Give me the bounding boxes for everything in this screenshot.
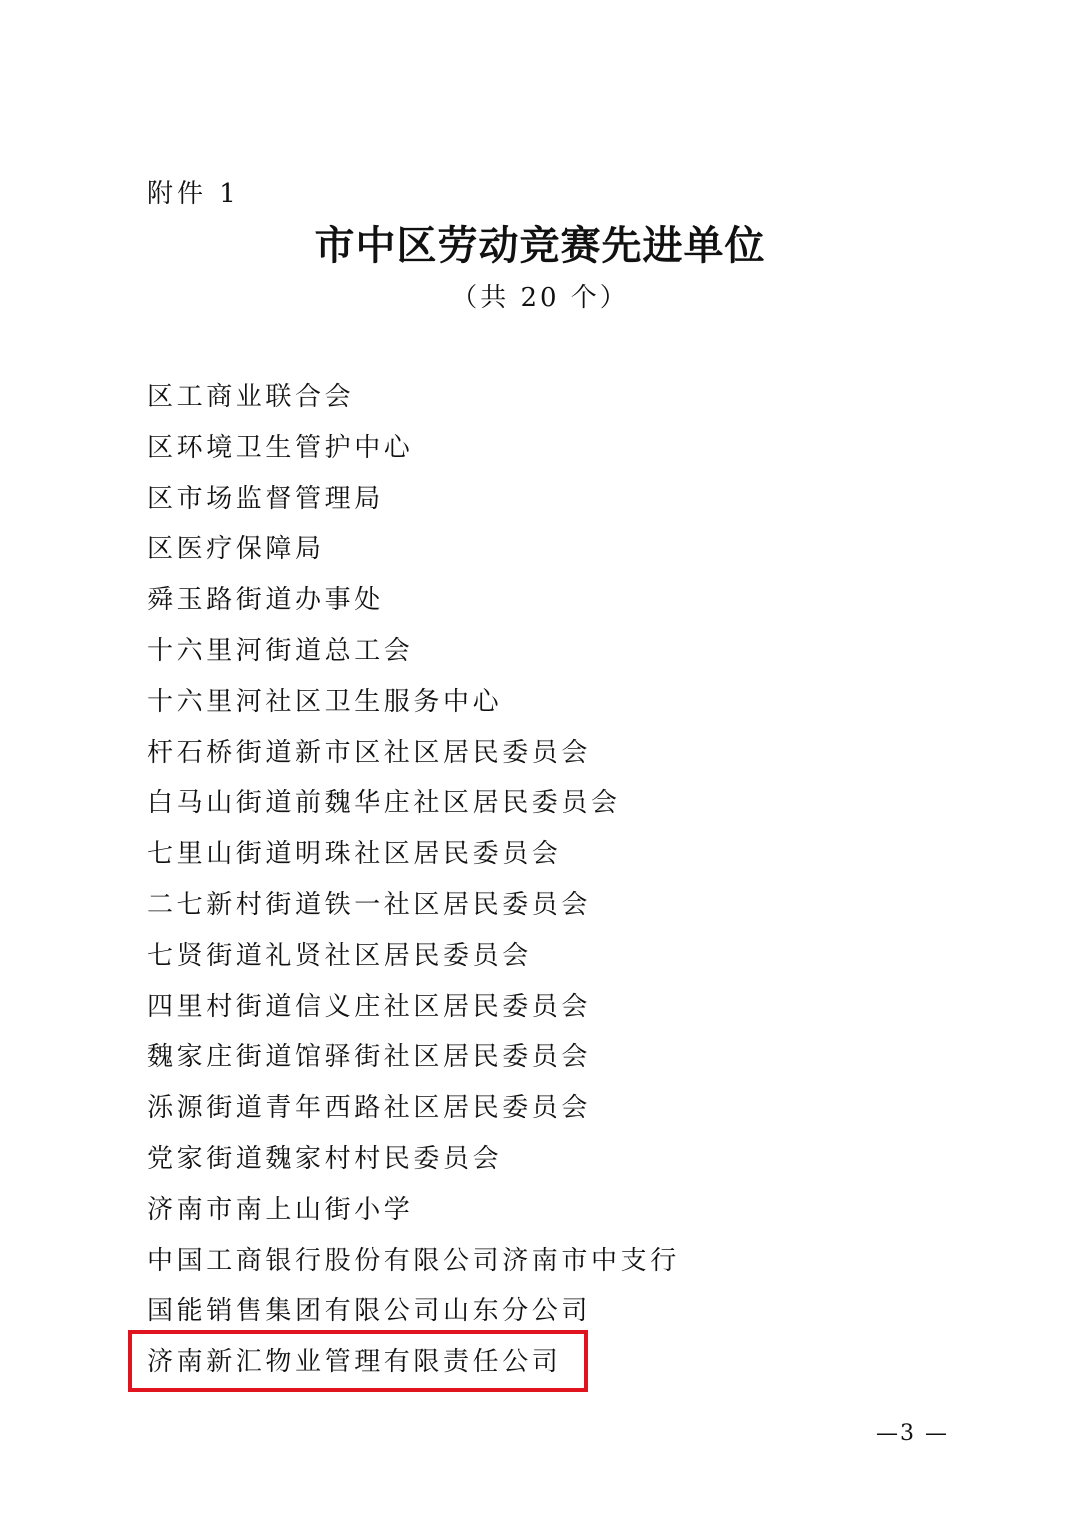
unit-item: 七里山街道明珠社区居民委员会 [147, 839, 562, 870]
unit-item: 杆石桥街道新市区社区居民委员会 [147, 737, 592, 768]
unit-item: 舜玉路街道办事处 [147, 585, 384, 616]
unit-item: 魏家庄街道馆驿街社区居民委员会 [147, 1042, 592, 1073]
unit-item: 区工商业联合会 [147, 382, 355, 412]
attachment-label: 附件 1 [147, 179, 240, 209]
page-number: —3 — [876, 1421, 949, 1446]
advanced-unit-list [147, 372, 680, 1388]
unit-item: 区市场监督管理局 [147, 483, 384, 514]
red-highlight-box [128, 1330, 588, 1392]
unit-item: 区环境卫生管护中心 [147, 432, 414, 463]
unit-item: 四里村街道信义庄社区居民委员会 [147, 991, 592, 1022]
document-title: 市中区劳动竞赛先进单位 [314, 223, 766, 269]
unit-item: 党家街道魏家村村民委员会 [147, 1143, 503, 1174]
document-subtitle: （共 20 个） [451, 283, 629, 313]
unit-item: 十六里河社区卫生服务中心 [147, 686, 503, 717]
unit-item: 区医疗保障局 [147, 534, 325, 565]
unit-item: 泺源街道青年西路社区居民委员会 [147, 1093, 592, 1124]
unit-item: 中国工商银行股份有限公司济南市中支行 [147, 1245, 680, 1276]
unit-item-highlighted: 济南新汇物业管理有限责任公司 [147, 1347, 562, 1378]
unit-item: 白马山街道前魏华庄社区居民委员会 [147, 788, 621, 819]
unit-item: 七贤街道礼贤社区居民委员会 [147, 940, 532, 971]
unit-item: 二七新村街道铁一社区居民委员会 [147, 889, 592, 920]
unit-item: 济南市南上山街小学 [147, 1194, 414, 1225]
unit-item: 国能销售集团有限公司山东分公司 [147, 1296, 592, 1327]
unit-item: 十六里河街道总工会 [147, 635, 414, 666]
